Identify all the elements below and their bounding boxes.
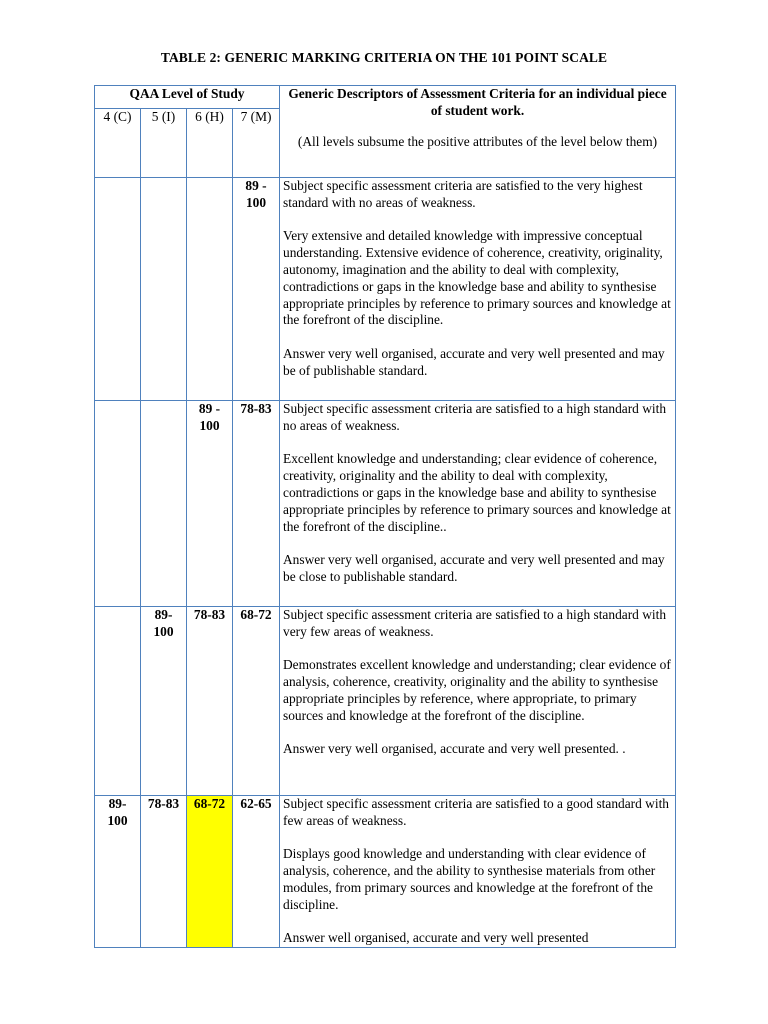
descriptor-paragraph: Subject specific assessment criteria are satisfied to a good standard with few areas of weakness. [283,796,669,828]
score-cell: 89- 100 [141,607,187,796]
level-header-7m: 7 (M) [233,109,280,178]
descriptor-paragraph: Answer very well organised, accurate and very well presented. . [283,741,626,757]
score-cell [95,607,141,796]
qaa-level-header: QAA Level of Study [95,86,280,109]
score-cell [141,178,187,401]
marking-criteria-table [94,85,676,948]
level-header-6h: 6 (H) [187,109,233,178]
table-row [95,178,676,401]
descriptor-paragraph: Subject specific assessment criteria are satisfied to a high standard with very few areas of weakness. [283,607,667,639]
table-row [95,796,676,948]
descriptor-paragraph: Answer very well organised, accurate and very well presented and may be of publishable standard. [283,345,665,378]
score-cell: 78-83 [233,401,280,607]
descriptor-paragraph: Subject specific assessment criteria are satisfied to a high standard with no areas of weakness. [283,401,667,433]
table-row [95,401,676,607]
descriptor-paragraph: Excellent knowledge and understanding; clear evidence of coherence, creativity, originality and the ability to deal with complexity, contradictions or gaps in the knowledge base and ability to synthesise appropriate principles by reference to primary sources and knowledge at the forefront of the discipline.. [283,451,671,534]
score-cell: 89- 100 [95,796,141,948]
score-cell [141,401,187,607]
score-cell [95,401,141,607]
descriptor-paragraph: Displays good knowledge and understanding with clear evidence of analysis, coherence, and the ability to synthesise materials from other modules, from primary sources and knowledge at the forefront of the discipline. [283,846,656,912]
descriptor-paragraph: Answer very well organised, accurate and very well presented and may be close to publishable standard. [283,552,665,584]
descriptor-header [280,86,676,178]
descriptor-cell [280,178,676,401]
descriptor-header-title: Generic Descriptors of Assessment Criteria for an individual piece of student work. [288,86,667,118]
score-cell: 62-65 [233,796,280,948]
descriptor-cell [280,607,676,796]
descriptor-cell [280,401,676,607]
score-cell: 89 - 100 [233,178,280,401]
score-cell: 78-83 [141,796,187,948]
score-cell [187,178,233,401]
score-cell: 68-72 [233,607,280,796]
score-cell-highlighted: 68-72 [187,796,233,948]
score-cell [95,178,141,401]
score-cell: 89 - 100 [187,401,233,607]
descriptor-cell [280,796,676,948]
descriptor-paragraph: Subject specific assessment criteria are satisfied to the very highest standard with no areas of weakness. [283,178,643,210]
descriptor-paragraph: Answer well organised, accurate and very well presented [283,930,589,946]
level-header-5i: 5 (I) [141,109,187,178]
level-header-4c: 4 (C) [95,109,141,178]
header-row-qaa [95,86,676,109]
descriptor-paragraph: Very extensive and detailed knowledge with impressive conceptual understanding. Extensive evidence of coherence, creativity, originality, autonomy, imagination and the ability to deal with complexity, contradictions or gaps in the knowledge base and ability to synthesise appropriate principles by reference to primary sources and knowledge at the forefront of the discipline. [283,228,671,328]
score-cell: 78-83 [187,607,233,796]
descriptor-paragraph: Demonstrates excellent knowledge and understanding; clear evidence of analysis, coherence, creativity, originality and the ability to synthesise appropriate principles by reference, where appropriate, to primary sources and knowledge at the forefront of the discipline. [283,657,671,723]
table-title: TABLE 2: GENERIC MARKING CRITERIA ON THE 101 POINT SCALE [160,50,608,65]
table-row [95,607,676,796]
descriptor-header-note: (All levels subsume the positive attributes of the level below them) [297,133,658,149]
